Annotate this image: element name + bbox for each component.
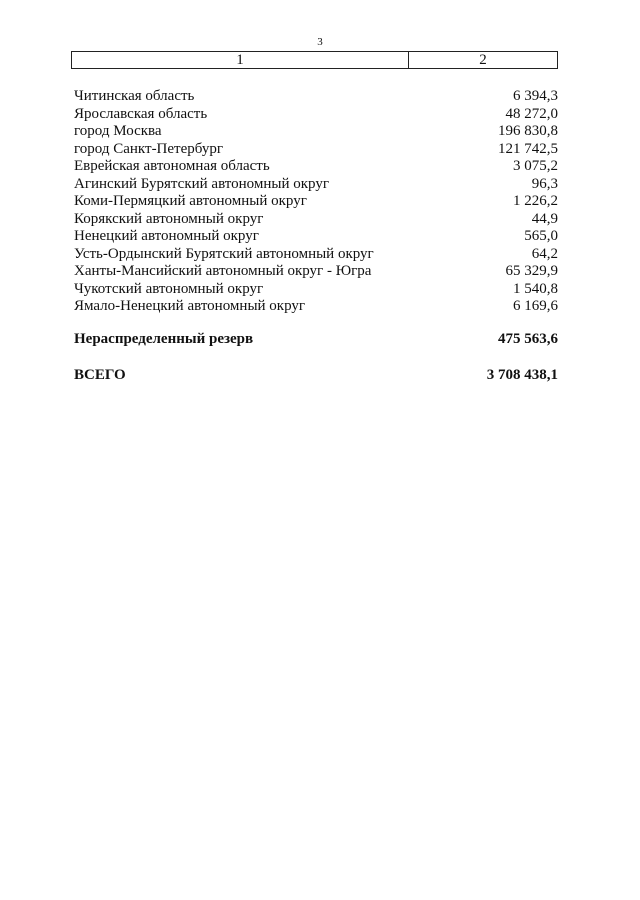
page-number: 3 <box>317 36 323 48</box>
region-value: 65 329,9 <box>505 263 558 279</box>
region-name: Агинский Бурятский автономный округ <box>74 175 329 192</box>
region-name: город Москва <box>74 123 162 139</box>
region-name: Чукотский автономный округ <box>74 280 264 297</box>
region-value: 6 169,6 <box>513 298 558 314</box>
reserve-value: 475 563,6 <box>498 331 558 347</box>
table-row <box>74 281 558 299</box>
total-value: 3 708 438,1 <box>486 367 558 383</box>
region-value: 64,2 <box>531 245 558 262</box>
table-row <box>74 176 558 194</box>
table-row <box>74 106 558 124</box>
table-row <box>74 228 558 246</box>
table-row <box>74 263 558 281</box>
region-name: Усть-Ордынский Бурятский автономный округ <box>74 245 374 262</box>
total-label: ВСЕГО <box>74 367 126 383</box>
region-value: 6 394,3 <box>513 88 558 104</box>
region-value: 96,3 <box>531 175 558 192</box>
region-value: 1 540,8 <box>513 280 558 297</box>
table-row <box>74 211 558 229</box>
region-name: Ярославская область <box>74 105 208 122</box>
region-value: 1 226,2 <box>513 193 558 209</box>
column-header-2: 2 <box>479 51 487 68</box>
region-value: 48 272,0 <box>505 105 558 122</box>
region-value: 3 075,2 <box>513 158 558 174</box>
region-name: Ханты-Мансийский автономный округ - Югра <box>74 263 372 279</box>
total-row <box>74 367 558 384</box>
column-header-1: 1 <box>72 52 409 68</box>
region-name: город Санкт-Петербург <box>74 140 223 157</box>
table-row <box>74 88 558 106</box>
reserve-label: Нераспределенный резерв <box>74 331 254 347</box>
region-value: 44,9 <box>531 210 558 227</box>
region-name: Корякский автономный округ <box>74 210 264 227</box>
table-row <box>74 246 558 264</box>
table-row <box>74 141 558 159</box>
reserve-row <box>74 331 558 348</box>
region-name: Еврейская автономная область <box>74 158 270 174</box>
region-name: Ямало-Ненецкий автономный округ <box>74 298 306 314</box>
region-name: Читинская область <box>74 88 195 104</box>
table-row <box>74 193 558 211</box>
region-name: Ненецкий автономный округ <box>74 228 259 244</box>
region-name: Коми-Пермяцкий автономный округ <box>74 193 307 209</box>
region-value: 121 742,5 <box>498 140 558 157</box>
table-row <box>74 123 558 141</box>
region-value: 196 830,8 <box>498 123 558 139</box>
column-header-table <box>71 51 558 69</box>
region-list <box>74 88 558 316</box>
table-row <box>74 158 558 176</box>
region-value: 565,0 <box>524 228 558 244</box>
table-row <box>74 298 558 316</box>
